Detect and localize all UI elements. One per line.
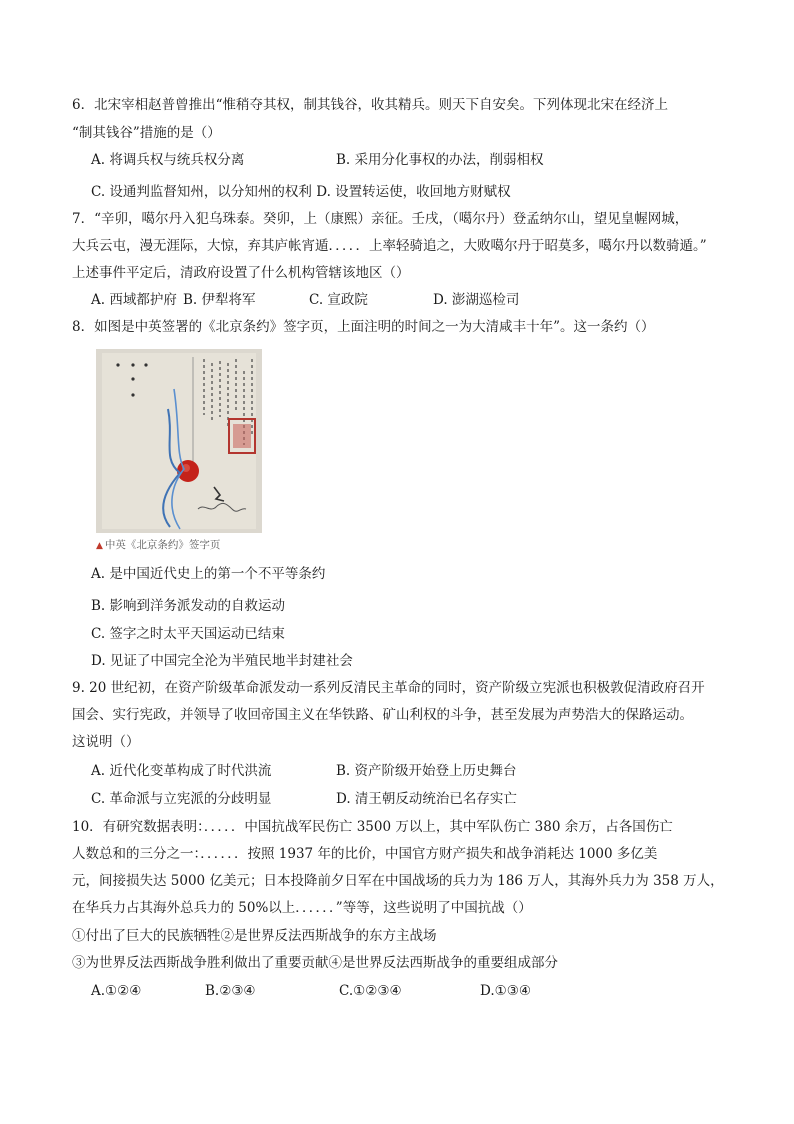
q10-option-b: B.②③④ [205,983,256,999]
q8-stem: 8．如图是中英签署的《北京条约》签字页，上面注明的时间之一为大清咸丰十年”。这一条约（） [72,319,655,335]
q6-option-cd: C. 设通判监督知州，以分知州的权利 D. 设置转运使，收回地方财赋权 [91,184,511,200]
caption-triangle-icon: ▲ [96,541,103,551]
q8-option-c: C. 签字之时太平天国运动已结束 [91,626,285,642]
q10-option-a: A.①②④ [91,983,142,999]
q9-stem-line1: 9. 20 世纪初，在资产阶级革命派发动一系列反清民主革命的同时，资产阶级立宪派也积极敦促清政府召开 [72,680,705,696]
q7-stem-line1: 7．“辛卯，噶尔丹入犯乌珠泰。癸卯，上（康熙）亲征。壬戌，（噶尔丹）登孟纳尔山，望见皇幄网城， [72,211,689,227]
q9-option-a: A. 近代化变革构成了时代洪流 [91,763,272,779]
q10-stem-line4: 在华兵力占其海外总兵力的 50%以上．．．．．．”等等，这些说明了中国抗战（） [72,900,532,916]
q9-option-d: D. 清王朝反动统治已名存实亡 [336,791,517,807]
q8-option-b: B. 影响到洋务派发动的自救运动 [91,598,286,614]
q10-option-d: D.①③④ [480,983,531,999]
q9-stem-line2: 国会、实行宪政，并领导了收回帝国主义在华铁路、矿山利权的斗争，甚至发展为声势浩大的保路运动。 [72,707,693,723]
q7-option-c: C. 宣政院 [309,292,368,308]
q6-option-b: B. 采用分化事权的办法，削弱相权 [336,152,544,168]
q8-option-d: D. 见证了中国完全沦为半殖民地半封建社会 [91,653,353,669]
q6-stem-line1: 6．北宋宰相赵普曾推出“惟稍夺其权，制其钱谷，收其精兵。则天下自安矣。下列体现北宋在经济上 [72,97,668,113]
q9-option-c: C. 革命派与立宪派的分歧明显 [91,791,272,807]
q7-option-d: D. 澎湖巡检司 [433,292,520,308]
q6-stem-line2: “制其钱谷”措施的是（） [72,125,221,141]
q7-option-b: B. 伊犁将军 [183,292,256,308]
q7-option-a: A. 西域都护府 [91,292,177,308]
caption-text: 中英《北京条约》签字页 [104,539,221,551]
q7-stem-line2: 大兵云屯，漫无涯际，大惊，弃其庐帐宵遁．．．．．上率轻骑追之，大败噶尔丹于昭莫多，噶尔丹以数骑遁。” [72,238,707,254]
q9-stem-line3: 这说明（） [72,734,140,750]
treaty-signature-photo [96,349,262,533]
figure-caption [96,538,220,553]
treaty-page-illustration [96,349,262,533]
q6-option-a: A. 将调兵权与统兵权分离 [91,152,245,168]
q10-stem-line2: 人数总和的三分之一：．．．．．．按照 1937 年的比价，中国官方财产损失和战争消耗达 1000 多亿美 [72,846,658,862]
q10-stem-line3: 元，间接损失达 5000 亿美元；日本投降前夕日军在中国战场的兵力为 186 万人，其海外兵力为 358 万人， [72,873,724,889]
q10-item-line2: ③为世界反法西斯战争胜利做出了重要贡献④是世界反法西斯战争的重要组成部分 [72,955,558,971]
q7-stem-line3: 上述事件平定后，清政府设置了什么机构管辖该地区（） [72,265,410,281]
q10-stem-line1: 10．有研究数据表明：．．．．．中国抗战军民伤亡 3500 万以上，其中军队伤亡 380 余万，占各国伤亡 [72,819,673,835]
q10-item-line1: ①付出了巨大的民族牺牲②是世界反法西斯战争的东方主战场 [72,928,437,944]
q8-option-a: A. 是中国近代史上的第一个不平等条约 [91,566,326,582]
q10-option-c: C.①②③④ [339,983,402,999]
q9-option-b: B. 资产阶级开始登上历史舞台 [336,763,517,779]
